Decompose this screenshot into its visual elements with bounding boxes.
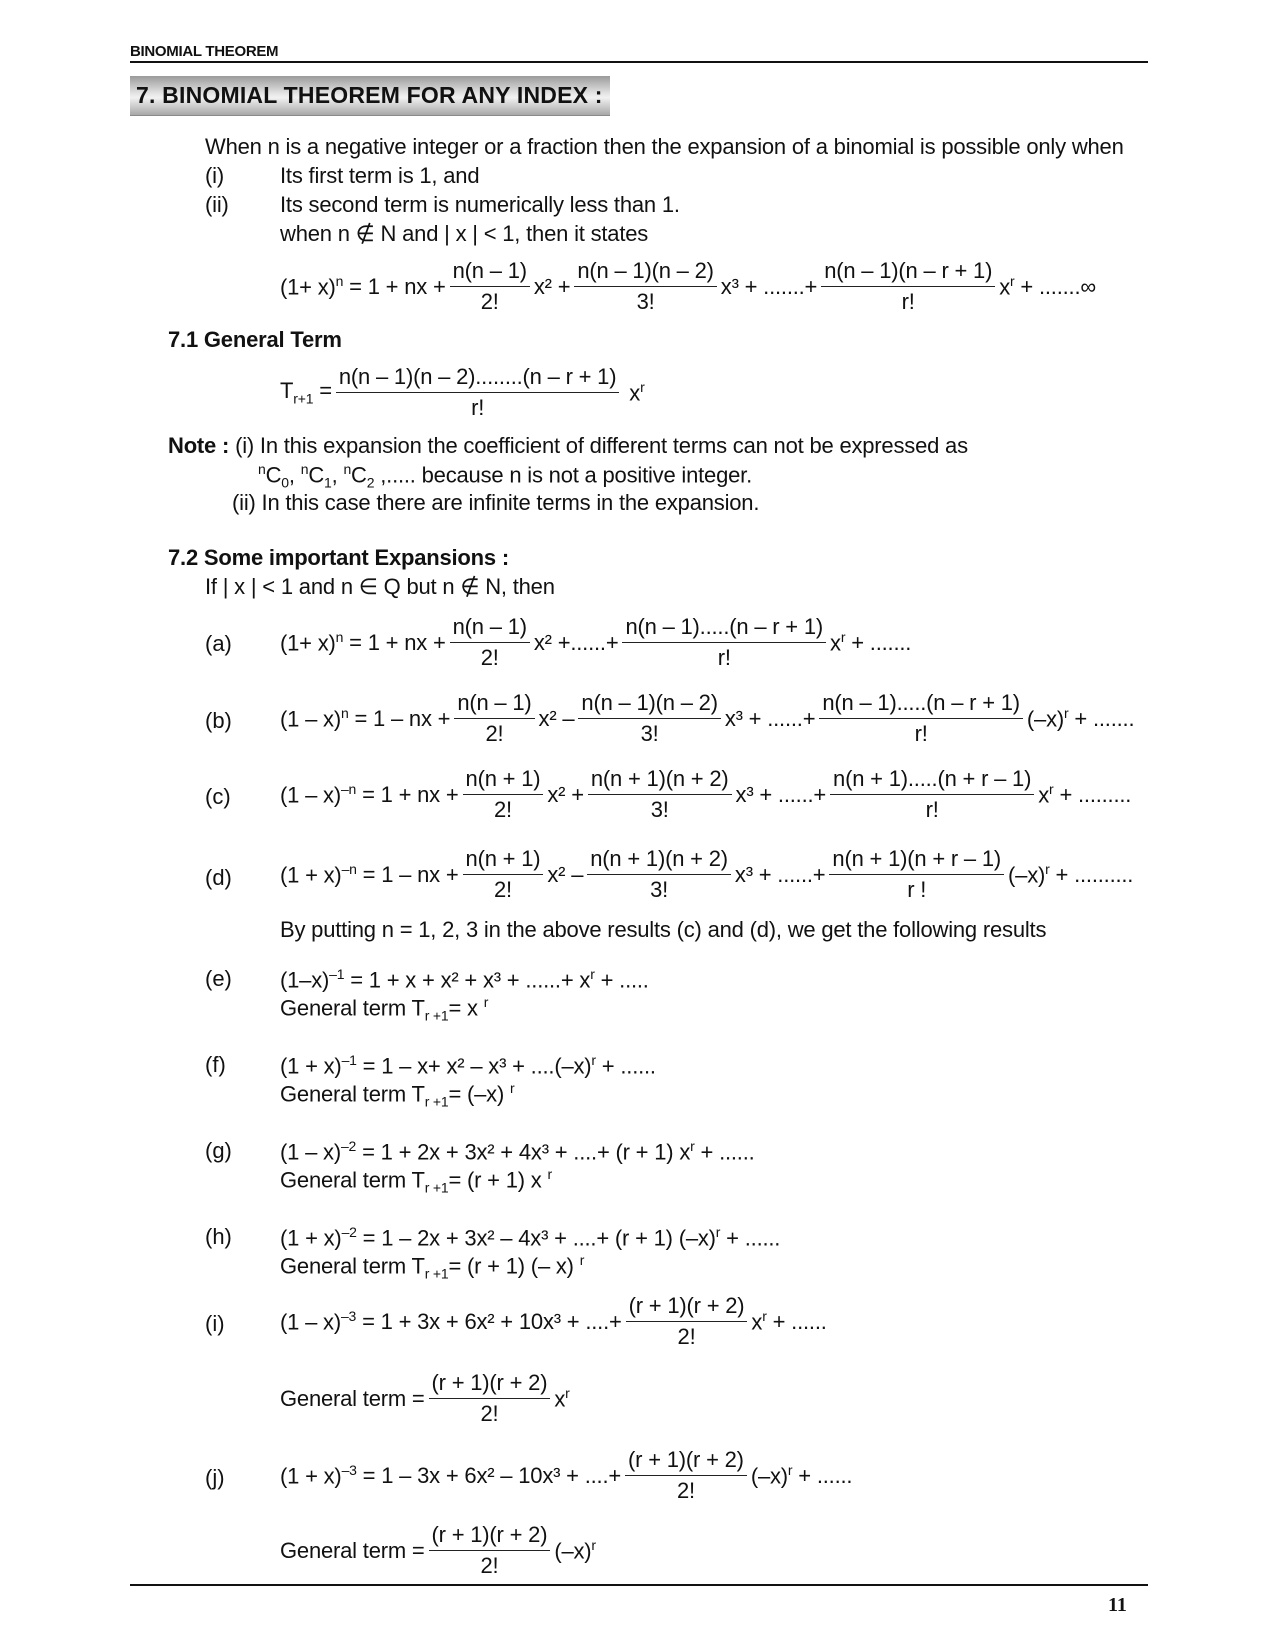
note-item-1: Note : (i) In this expansion the coefficient of different terms can not be expressed as	[168, 433, 968, 458]
item-marker-j: (j)	[205, 1465, 225, 1490]
section-banner	[130, 76, 610, 116]
item-marker-e: (e)	[205, 966, 232, 991]
page-number: 11	[1108, 1594, 1127, 1616]
fraction: $\frac{n(n - 1)(n - 2)}{3!}$	[574, 258, 716, 315]
note-item-1-continued: $^nC_0$, $^nC_1$, $^nC_2$ ,..... because n is not a positive integer.	[258, 461, 752, 491]
term: x³ + .......+	[720, 273, 818, 299]
intro-lead: When n is a negative integer or a fraction then the expansion of a binomial is possible only when	[205, 134, 1124, 159]
fraction: $\frac{n(n - 1)(n - 2)........(n - r + 1)}{r!}$	[336, 364, 619, 421]
fraction: $\frac{n(n + 1).....(n + r - 1)}{r!}$	[830, 766, 1034, 823]
fraction: $\frac{(r + 1)(r + 2)}{2!}$	[429, 1370, 551, 1427]
eq-start: = 1 + nx +	[349, 273, 446, 299]
fraction: $\frac{(r + 1)(r + 2)}{2!}$	[429, 1522, 551, 1579]
intro-statement: when n ∉ N and | x | < 1, then it states	[280, 221, 649, 246]
expansion-h: $(1 + x)^{-2} = 1 - 2x + 3x^2 - 4x^3$ + ....+ (r + 1) $(-x)^r$ + ......	[280, 1224, 781, 1251]
general-term-i: General term = $\frac{(r + 1)(r + 2)}{2!}$ $x^r$	[280, 1370, 570, 1426]
running-header: BINOMIAL THEOREM	[130, 43, 279, 60]
fraction: $\frac{n(n - 1)}{2!}$	[450, 258, 530, 315]
general-term-f: General term $T_{r +1}= (-x)$ $^r$	[280, 1080, 515, 1110]
general-term-j: General term = $\frac{(r + 1)(r + 2)}{2!}$ $(-x)^r$	[280, 1522, 596, 1578]
main-expansion	[280, 258, 1096, 315]
bridge-text: By putting n = 1, 2, 3 in the above results (c) and (d), we get the following results	[280, 917, 1047, 942]
note-item-2: (ii) In this case there are infinite terms in the expansion.	[232, 490, 760, 515]
expansion-e: $(1-x)^{-1} = 1 + x + x^2 + x^3$ + ......+ $x^r$ + .....	[280, 966, 649, 993]
general-term-h: General term $T_{r +1}= (r + 1)$ (– x) $^r$	[280, 1252, 585, 1282]
lhs: $(1+ x)^n$	[280, 272, 344, 300]
fraction: $\frac{(r + 1)(r + 2)}{2!}$	[625, 1447, 747, 1504]
item-marker-c: (c)	[205, 784, 231, 809]
fraction: $\frac{n(n + 1)(n + 2)}{3!}$	[587, 846, 731, 903]
fraction: $\frac{n(n - 1)}{2!}$	[450, 614, 530, 671]
term: $x^r$	[999, 272, 1015, 300]
item-marker-a: (a)	[205, 631, 232, 656]
expansion-d: $(1 + x)^{-n}$ = 1 – nx + $\frac{n(n + 1)}{2!}$ x² – $\frac{n(n + 1)(n + 2)}{3!}$ x³ + ......+ $\frac{n(n + 1)(n + r - 1)}{r !}$ $(-x)^r$ + ..........	[280, 846, 1134, 902]
expansion-i: (1 – x)$^{-3}$ = 1 + 3x + 6x² + 10x³ + ....+ $\frac{(r + 1)(r + 2)}{2!}$ $x^r$ + ......	[280, 1293, 827, 1349]
item-marker-b: (b)	[205, 708, 232, 733]
fraction: $\frac{n(n - 1).....(n - r + 1)}{r!}$	[622, 614, 826, 671]
general-term-g: General term $T_{r +1}= (r + 1)$ x $^r$	[280, 1166, 553, 1196]
footer-rule	[130, 1584, 1148, 1586]
general-term-heading: 7.1 General Term	[168, 327, 342, 352]
expansions-heading: 7.2 Some important Expansions :	[168, 545, 509, 570]
expansions-condition: If | x | < 1 and n ∈ Q but n ∉ N, then	[205, 574, 555, 599]
condition-marker-2: (ii)	[205, 192, 229, 217]
item-marker-i: (i)	[205, 1311, 225, 1336]
term: $x^r$	[629, 378, 645, 406]
fraction: $\frac{n(n + 1)}{2!}$	[463, 846, 544, 903]
expansion-j: $(1 + x)^{-3}$ = 1 – 3x + 6x² – 10x³ + ....+ $\frac{(r + 1)(r + 2)}{2!}$ $(-x)^r$ + ......	[280, 1447, 853, 1503]
fraction: $\frac{(r + 1)(r + 2)}{2!}$	[626, 1293, 748, 1350]
lhs: $T_{r+1}$ =	[280, 378, 332, 407]
expansion-c: (1 – x)$^{-n}$ = 1 + nx + $\frac{n(n + 1)}{2!}$ x² + $\frac{n(n + 1)(n + 2)}{3!}$ x³ + ......+ $\frac{n(n + 1).....(n + r - 1)}{r!}$ $x^r$ + .........	[280, 766, 1132, 822]
fraction: $\frac{n(n + 1)}{2!}$	[463, 766, 544, 823]
fraction: $\frac{n(n + 1)(n + 2)}{3!}$	[588, 766, 732, 823]
expansion-b: (1 – x)$^n$ = 1 – nx + $\frac{n(n - 1)}{2!}$ x² – $\frac{n(n - 1)(n - 2)}{3!}$ x³ + ......+ $\frac{n(n - 1).....(n - r + 1)}{r!}$ $(-x)^r$ + .......	[280, 690, 1135, 746]
expansion-a: $(1+ x)^n$ = 1 + nx + $\frac{n(n - 1)}{2!}$ x² +......+ $\frac{n(n - 1).....(n - r + 1)}{r!}$ $x^r$ + .......	[280, 614, 912, 670]
general-term-formula	[280, 364, 645, 421]
tail: + .......∞	[1020, 273, 1096, 299]
item-marker-f: (f)	[205, 1052, 226, 1077]
header-rule	[130, 61, 1148, 63]
item-marker-h: (h)	[205, 1224, 232, 1249]
expansion-f: $(1 + x)^{-1} = 1 - x+ x^2 - x^3 + ....(-x)^r$ + ......	[280, 1052, 656, 1079]
expansion-g: (1 – x)$^{-2}$ = 1 + 2x + 3x² + 4x³ + ....+ (r + 1) $x^r$ + ......	[280, 1138, 755, 1165]
fraction: $\frac{n(n + 1)(n + r - 1)}{r !}$	[829, 846, 1004, 903]
fraction: $\frac{n(n - 1)(n - r + 1)}{r!}$	[821, 258, 995, 315]
fraction: $\frac{n(n - 1)}{2!}$	[454, 690, 534, 747]
condition-text-1: Its first term is 1, and	[280, 163, 480, 188]
general-term-e: General term $T_{r +1}= x$ $^r$	[280, 994, 489, 1024]
fraction: $\frac{n(n - 1).....(n - r + 1)}{r!}$	[819, 690, 1023, 747]
condition-text-2: Its second term is numerically less than 1.	[280, 192, 680, 217]
fraction: $\frac{n(n - 1)(n - 2)}{3!}$	[578, 690, 720, 747]
term: x² +	[533, 273, 571, 299]
item-marker-g: (g)	[205, 1138, 232, 1163]
condition-marker-1: (i)	[205, 163, 224, 188]
item-marker-d: (d)	[205, 865, 232, 890]
section-title: 7. BINOMIAL THEOREM FOR ANY INDEX :	[136, 82, 603, 108]
